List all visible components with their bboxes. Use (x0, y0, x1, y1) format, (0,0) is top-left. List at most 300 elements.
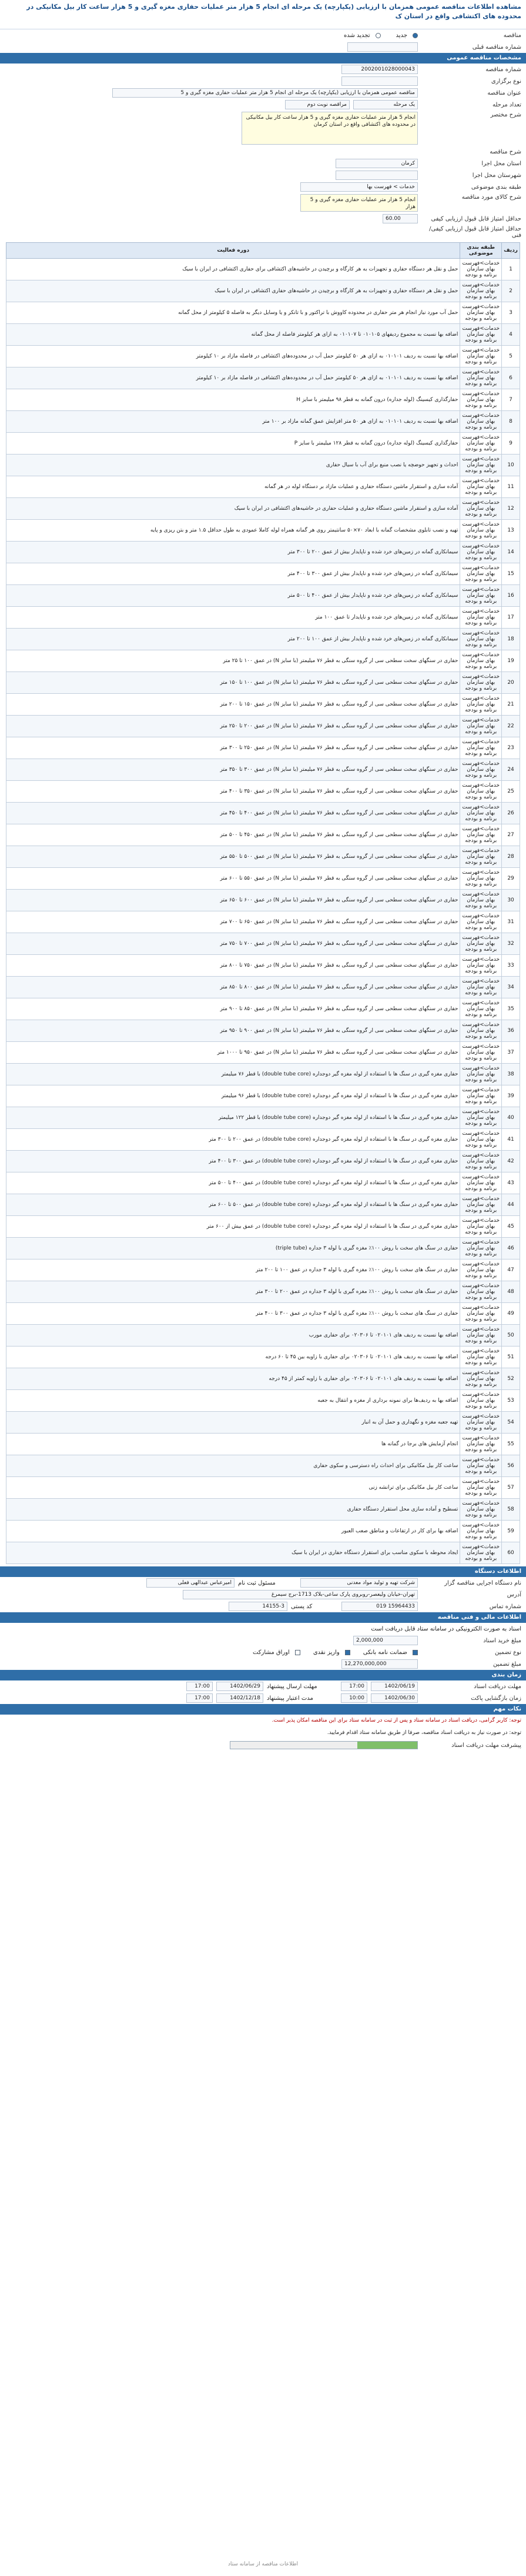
category-label: طبقه بندی موضوعی (471, 183, 521, 191)
addr-label: آدرس (507, 1591, 521, 1598)
row-number: 14 (502, 542, 520, 563)
province-label: استان محل اجرا (481, 160, 521, 167)
progress-row (0, 1739, 526, 1751)
row-category: خدمات>فهرست بهای سازمان برنامه و بودجه (460, 1477, 502, 1499)
row-number: 9 (502, 433, 520, 455)
receive-row (0, 1680, 526, 1692)
prev-tender-input[interactable] (347, 42, 418, 52)
desc-row (0, 111, 526, 146)
open-row (0, 1692, 526, 1704)
row-category: خدمات>فهرست بهای سازمان برنامه و بودجه (460, 650, 502, 672)
org-row (0, 1577, 526, 1589)
tender-info-section-header: اطلاعات مالی و فنی مناقصه (0, 1612, 526, 1623)
table-row (6, 367, 520, 389)
row-number: 37 (502, 1042, 520, 1064)
row-description: حفاری مغزه گیری در سنگ ها با استفاده از لوله مغزه گیر دوجداره (double tube core) با قطر ۱۲۲ میلیمتر (6, 1107, 460, 1129)
docs-note-row (0, 1623, 526, 1635)
row-category: خدمات>فهرست بهای سازمان برنامه و بودجه (460, 498, 502, 520)
row-number: 5 (502, 346, 520, 367)
row-number: 32 (502, 933, 520, 955)
row-category: خدمات>فهرست بهای سازمان برنامه و بودجه (460, 455, 502, 476)
items-table-header (6, 243, 520, 259)
progress-fill (357, 1742, 417, 1749)
row-description: حفاری در سنگهای سخت سطحی سی ار گروه سنگی به قطر ۷۶ میلیمتر (با سایز N) در عمق ۸۵۰ تا ۹۰۰ متر (6, 998, 460, 1020)
table-row (6, 520, 520, 542)
table-row (6, 933, 520, 955)
open-time-field[interactable]: 10:00 (341, 1693, 367, 1703)
row-category: خدمات>فهرست بهای سازمان برنامه و بودجه (460, 1151, 502, 1172)
fee-field[interactable]: 2,000,000 (353, 1636, 418, 1645)
tender-type-label: مناقصه (503, 32, 521, 39)
subject-field[interactable]: مناقصه عمومی همزمان با ارزیابی (یکپارچه) یک مرحله ای انجام 5 هزار متر عملیات حفاری مغزه گیری و 5 (112, 88, 418, 98)
phone-label: شماره تماس (489, 1603, 521, 1610)
row-description: اضافه بها نسبت به ردیف ۰۱۰۱۰۱ به ازای هر ۵۰ کیلومتر حمل آب در محدوده‌های اکتشافی در فاصله مازاد بر ۱۰ کیلومتر (6, 346, 460, 367)
row-category: خدمات>فهرست بهای سازمان برنامه و بودجه (460, 1085, 502, 1107)
table-row (6, 455, 520, 476)
tender-type-row (0, 29, 526, 41)
table-row (6, 824, 520, 846)
row-number: 36 (502, 1020, 520, 1042)
row-number: 42 (502, 1151, 520, 1172)
row-description: اضافه بها برای کار در ارتفاعات و مناطق صعب العبور (6, 1521, 460, 1542)
row-number: 46 (502, 1238, 520, 1259)
doc-row (0, 146, 526, 158)
resp-field[interactable]: امیرعباس عبدالهی فعلی (146, 1578, 234, 1588)
row-description: سیمانکاری گمانه در زمین‌های خرد شده و ناپایدار بیش از عمق ۳۰۰ تا ۴۰۰ متر (6, 563, 460, 585)
table-row (6, 389, 520, 411)
amount-row (0, 1658, 526, 1670)
table-row (6, 1412, 520, 1434)
table-row (6, 1347, 520, 1368)
row-number: 48 (502, 1281, 520, 1303)
type-renewed-radio[interactable] (376, 33, 381, 38)
open-date-field[interactable]: 1402/06/30 (371, 1693, 418, 1703)
row-category: خدمات>فهرست بهای سازمان برنامه و بودجه (460, 433, 502, 455)
row-description: اضافه بها نسبت به ردیف ۰۱۰۱۰۱ به ازای هر ۵۰ متر افزایش عمق گمانه مازاد بر ۱۰۰ متر (6, 411, 460, 433)
guarantee-bonds-label: اوراق مشارکت (252, 1649, 290, 1656)
table-row (6, 280, 520, 302)
row-category: خدمات>فهرست بهای سازمان برنامه و بودجه (460, 1238, 502, 1259)
city-field[interactable] (336, 171, 418, 180)
guarantee-bank-checkbox[interactable] (413, 1650, 418, 1655)
row-description: حمل و نقل هر دستگاه حفاری و تجهیزات به هر کارگاه و برچیدن در حاشیه‌های حفاری اکتشافی در ایران با سیک (6, 280, 460, 302)
row-description: حفاری در سنگ های سخت با روش ۱۰۰٪ مغزه گیری با لوله ۳ جداره در عمق ۲۰۰ تا ۳۰۰ متر (6, 1281, 460, 1303)
row-category: خدمات>فهرست بهای سازمان برنامه و بودجه (460, 542, 502, 563)
row-number: 2 (502, 280, 520, 302)
row-number: 22 (502, 716, 520, 737)
min-score-row (0, 213, 526, 225)
category-row (0, 181, 526, 193)
table-row (6, 302, 520, 324)
row-description: حفاری در سنگهای سخت سطحی سی ار گروه سنگی به قطر ۷۶ میلیمتر (با سایز N) در عمق ۳۰۰ تا ۳۵۰ متر (6, 759, 460, 781)
guarantee-bonds-checkbox[interactable] (295, 1650, 300, 1655)
amount-label: مبلغ تضمین (493, 1660, 521, 1668)
row-category: خدمات>فهرست بهای سازمان برنامه و بودجه (460, 1020, 502, 1042)
table-row (6, 585, 520, 607)
note-1: توجه: کاربر گرامی، دریافت اسناد در سامانه ستاد و پس از ثبت در سامانه ستاد برای این مناقصه امکان پذیر است. (272, 1718, 521, 1723)
row-number: 17 (502, 607, 520, 629)
row-category: خدمات>فهرست بهای سازمان برنامه و بودجه (460, 520, 502, 542)
row-description: حفاری مغزه گیری در سنگ ها با استفاده از لوله مغزه گیر دوجداره (double tube core) در عمق ۳۰۰ تا ۴۰۰ متر (6, 1151, 460, 1172)
row-description: ساعت کار بیل مکانیکی برای ترانشه زنی (6, 1477, 460, 1499)
table-row (6, 1542, 520, 1564)
row-description: حفاری در سنگهای سخت سطحی سی ار گروه سنگی به قطر ۷۶ میلیمتر (با سایز N) در عمق ۴۰۰ تا ۴۵۰ متر (6, 803, 460, 824)
row-number: 55 (502, 1434, 520, 1455)
row-description: ایجاد محوطه با سکوی مناسب برای استقرار دستگاه حفاری در ایران با سیک (6, 1542, 460, 1564)
row-description: حفاری در سنگ های سخت با روش ۱۰۰٪ مغزه گیری با لوله ۳ جداره در عمق ۳۰۰ تا ۴۰۰ متر (6, 1303, 460, 1325)
row-category: خدمات>فهرست بهای سازمان برنامه و بودجه (460, 1216, 502, 1238)
row-number: 15 (502, 563, 520, 585)
city-row (0, 169, 526, 181)
row-description: حفاری مغزه گیری در سنگ ها با استفاده از لوله مغزه گیر دوجداره (double tube core) در عمق ۴۰۰ تا ۵۰۰ متر (6, 1172, 460, 1194)
row-description: تهیه جعبه مغزه و نگهداری و حمل آن به انبار (6, 1412, 460, 1434)
row-category: خدمات>فهرست بهای سازمان برنامه و بودجه (460, 1368, 502, 1390)
stage2-field[interactable]: مراقصه نوبت دوم (285, 100, 350, 109)
row-description: حفاری در سنگ های سخت با روش ۱۰۰٪ مغزه گیری با لوله ۳ جداره (triple tube) (6, 1238, 460, 1259)
row-category: خدمات>فهرست بهای سازمان برنامه و بودجه (460, 1325, 502, 1347)
row-number: 44 (502, 1194, 520, 1216)
row-category: خدمات>فهرست بهای سازمان برنامه و بودجه (460, 1412, 502, 1434)
receive-date-field[interactable]: 1402/06/19 (371, 1682, 418, 1691)
table-row (6, 672, 520, 694)
desc-textarea[interactable]: انجام 5 هزار متر عملیات حفاری مغزه گیری و 5 هزار ساعت کار بیل مکانیکی در محدوده های اکتشافی واقع در استان کرمان (242, 112, 418, 145)
row-description: حفاری در سنگهای سخت سطحی سی ار گروه سنگی به قطر ۷۶ میلیمتر (با سایز N) در عمق ۳۵۰ تا ۴۰۰ متر (6, 781, 460, 803)
valid-time-field[interactable]: 17:00 (186, 1693, 213, 1703)
row-number: 52 (502, 1368, 520, 1390)
type-renewed-label: تجدید شده (343, 32, 370, 39)
row-category: خدمات>فهرست بهای سازمان برنامه و بودجه (460, 1194, 502, 1216)
min-score-field[interactable]: 60.00 (383, 214, 418, 223)
row-number: 23 (502, 737, 520, 759)
table-row (6, 259, 520, 280)
row-description: حفاری در سنگهای سخت سطحی سی ار گروه سنگی به قطر ۷۶ میلیمتر (با سایز N) در عمق ۱۰۰ تا ۱۵۰ متر (6, 672, 460, 694)
province-field[interactable]: کرمان (336, 159, 418, 168)
row-category: خدمات>فهرست بهای سازمان برنامه و بودجه (460, 868, 502, 890)
stage-label: تعداد مرحله (493, 101, 521, 108)
table-row (6, 977, 520, 998)
row-category: خدمات>فهرست بهای سازمان برنامه و بودجه (460, 933, 502, 955)
row-number: 28 (502, 846, 520, 868)
row-description: اضافه بها نسبت به مجموع ردیفهای ۰۱۰۱۰۵ تا ۰۱۰۱۰۷ به ازای هر کیلومتر فاصله از محل گمانه (6, 324, 460, 346)
tender-type2-field[interactable] (341, 76, 418, 86)
row-description: آماده سازی و استقرار ماشین دستگاه حفاری و عملیات مازاد بر دستگاه لوله در هر گمانه (6, 476, 460, 498)
desc-label: شرح مختصر (490, 112, 521, 118)
row-description: حفاری در سنگهای سخت سطحی سی ار گروه سنگی به قطر ۷۶ میلیمتر (با سایز N) در عمق ۶۵۰ تا ۷۰۰ متر (6, 911, 460, 933)
table-row (6, 737, 520, 759)
row-description: آماده سازی و استقرار ماشین دستگاه حفاری و عملیات حفاری در حاشیه‌های اکتشافی در ایران با سیک (6, 498, 460, 520)
row-description: سیمانکاری گمانه در زمین‌های خرد شده و ناپایدار بیش از عمق ۱۰۰ تا ۲۰۰ متر (6, 629, 460, 650)
table-row (6, 1521, 520, 1542)
progress-label: پیشرفت مهلت دریافت اسناد (451, 1742, 521, 1749)
row-category: خدمات>فهرست بهای سازمان برنامه و بودجه (460, 737, 502, 759)
row-category: خدمات>فهرست بهای سازمان برنامه و بودجه (460, 846, 502, 868)
table-row (6, 542, 520, 563)
row-number: 16 (502, 585, 520, 607)
min-score-label: حداقل امتیاز قابل قبول ارزیابی کیفی (431, 215, 521, 222)
table-row (6, 1434, 520, 1455)
row-category: خدمات>فهرست بهای سازمان برنامه و بودجه (460, 824, 502, 846)
row-description: اضافه بها نسبت به ردیف های ۰۲۰۱۰۱ تا ۰۲۰۳۰۶ برای حفاری مورب (6, 1325, 460, 1347)
row-number: 18 (502, 629, 520, 650)
table-row (6, 1455, 520, 1477)
table-row (6, 1129, 520, 1151)
row-description: سیمانکاری گمانه در زمین‌های خرد شده و ناپایدار بیش از عمق ۴۰۰ تا ۵۰۰ متر (6, 585, 460, 607)
table-row (6, 759, 520, 781)
row-number: 4 (502, 324, 520, 346)
row-number: 8 (502, 411, 520, 433)
table-row (6, 890, 520, 911)
guarantee-bank-label: ضمانت نامه بانکی (363, 1649, 407, 1656)
valid-date-field[interactable]: 1402/12/18 (216, 1693, 263, 1703)
row-category: خدمات>فهرست بهای سازمان برنامه و بودجه (460, 1172, 502, 1194)
table-row (6, 1477, 520, 1499)
table-row (6, 955, 520, 977)
row-category: خدمات>فهرست بهای سازمان برنامه و بودجه (460, 1064, 502, 1085)
table-row (6, 1281, 520, 1303)
row-number: 45 (502, 1216, 520, 1238)
row-number: 12 (502, 498, 520, 520)
col-header-no: ردیف (502, 243, 520, 259)
row-category: خدمات>فهرست بهای سازمان برنامه و بودجه (460, 1042, 502, 1064)
method-label: شرح کالای مورد مناقصه (461, 194, 521, 201)
min-score2-row (0, 225, 526, 240)
tender-type2-row (0, 75, 526, 87)
row-description: حفاری در سنگهای سخت سطحی سی ار گروه سنگی به قطر ۷۶ میلیمتر (با سایز N) در عمق ۱۵۰ تا ۲۰۰ متر (6, 694, 460, 716)
row-description: حفاری در سنگهای سخت سطحی سی ار گروه سنگی به قطر ۷۶ میلیمتر (با سایز N) در عمق ۲۵۰ تا ۳۰۰ متر (6, 737, 460, 759)
row-number: 33 (502, 955, 520, 977)
table-row (6, 846, 520, 868)
row-number: 21 (502, 694, 520, 716)
row-number: 25 (502, 781, 520, 803)
progress-bar (230, 1741, 418, 1749)
subject-row (0, 87, 526, 99)
doc-label: شرح مناقصه (490, 148, 521, 155)
type-new-radio[interactable] (413, 33, 418, 38)
open-label: زمان بازگشایی پاکت (471, 1695, 521, 1702)
table-row (6, 1085, 520, 1107)
row-number: 60 (502, 1542, 520, 1564)
row-description: حفاری در سنگ های سخت با روش ۱۰۰٪ مغزه گیری با لوله ۳ جداره در عمق ۱۰۰ تا ۲۰۰ متر (6, 1259, 460, 1281)
fee-label: مبلغ خرید اسناد (483, 1637, 521, 1644)
table-row (6, 716, 520, 737)
row-number: 31 (502, 911, 520, 933)
min-score2-label: حداقل امتیاز قابل قبول ارزیابی کیفی/فنی (429, 226, 521, 239)
row-number: 43 (502, 1172, 520, 1194)
row-description: حفاری در سنگهای سخت سطحی سی ار گروه سنگی به قطر ۷۶ میلیمتر (با سایز N) در عمق ۷۰۰ تا ۷۵۰ متر (6, 933, 460, 955)
row-description: تهیه و نصب تابلوی مشخصات گمانه با ابعاد ۷۰×۵۰ سانتیمتر روی هر گمانه همراه لوله کاملا عمودی به طول حداقل ۱.۵ متر و بتن ریزی و پایه (6, 520, 460, 542)
table-row (6, 1172, 520, 1194)
type-new-label: جدید (396, 32, 407, 39)
row-description: حفاری در سنگهای سخت سطحی سی ار گروه سنگی به قطر ۷۶ میلیمتر (با سایز N) در عمق ۷۵۰ تا ۸۰۰ متر (6, 955, 460, 977)
row-number: 41 (502, 1129, 520, 1151)
row-description: حفارگذاری کیسینگ (لوله جداره) درون گمانه به قطر ۹۸ میلیمتر با سایز H (6, 389, 460, 411)
row-category: خدمات>فهرست بهای سازمان برنامه و بودجه (460, 1521, 502, 1542)
row-number: 53 (502, 1390, 520, 1412)
table-row (6, 998, 520, 1020)
row-category: خدمات>فهرست بهای سازمان برنامه و بودجه (460, 1347, 502, 1368)
row-category: خدمات>فهرست بهای سازمان برنامه و بودجه (460, 389, 502, 411)
row-description: سیمانکاری گمانه در زمین‌های خرد شده و ناپایدار بیش از عمق ۲۰۰ تا ۳۰۰ متر (6, 542, 460, 563)
table-row (6, 346, 520, 367)
row-category: خدمات>فهرست بهای سازمان برنامه و بودجه (460, 1455, 502, 1477)
row-category: خدمات>فهرست بهای سازمان برنامه و بودجه (460, 1281, 502, 1303)
method-row (0, 193, 526, 213)
tender-no-field[interactable]: 2002001028000043 (341, 65, 418, 74)
items-table-body (6, 259, 520, 1564)
subject-label: عنوان مناقصه (487, 89, 521, 96)
resp-label: مسئول ثبت نام (238, 1579, 276, 1586)
fee-row (0, 1635, 526, 1646)
row-number: 6 (502, 367, 520, 389)
table-row (6, 1368, 520, 1390)
row-category: خدمات>فهرست بهای سازمان برنامه و بودجه (460, 1259, 502, 1281)
row-category: خدمات>فهرست بهای سازمان برنامه و بودجه (460, 259, 502, 280)
row-description: ساعت کار بیل مکانیکی برای احداث راه دسترسی و سکوی حفاری (6, 1455, 460, 1477)
table-row (6, 1390, 520, 1412)
table-row (6, 911, 520, 933)
row-category: خدمات>فهرست بهای سازمان برنامه و بودجه (460, 759, 502, 781)
row-category: خدمات>فهرست بهای سازمان برنامه و بودجه (460, 977, 502, 998)
row-category: خدمات>فهرست بهای سازمان برنامه و بودجه (460, 1303, 502, 1325)
phone-field[interactable]: 15964433 019 (341, 1602, 418, 1611)
row-category: خدمات>فهرست بهای سازمان برنامه و بودجه (460, 629, 502, 650)
footer: اطلاعات مناقصه از سامانه ستاد (227, 2561, 299, 2567)
table-row (6, 803, 520, 824)
row-category: خدمات>فهرست بهای سازمان برنامه و بودجه (460, 411, 502, 433)
table-row (6, 1303, 520, 1325)
dates-section-header: زمان بندی (0, 1670, 526, 1680)
row-number: 3 (502, 302, 520, 324)
row-category: خدمات>فهرست بهای سازمان برنامه و بودجه (460, 1542, 502, 1564)
org-field[interactable]: شرکت تهیه و تولید مواد معدنی (300, 1578, 418, 1588)
row-description: اضافه بها نسبت به ردیف های ۰۲۰۱۰۱ تا ۰۲۰۳۰۶ برای حفاری با زاویه کمتر از ۴۵ درجه (6, 1368, 460, 1390)
table-row (6, 1151, 520, 1172)
row-description: حمل آب مورد نیاز انجام هر متر حفاری در محدوده کاووش با تراکتور و با تانکر و یا وسایل دیگر به فاصله ۵ کیلومتر از محل گمانه (6, 302, 460, 324)
row-category: خدمات>فهرست بهای سازمان برنامه و بودجه (460, 1129, 502, 1151)
row-description: حفاری در سنگهای سخت سطحی سی ار گروه سنگی به قطر ۷۶ میلیمتر (با سایز N) در عمق ۸۰۰ تا ۸۵۰ متر (6, 977, 460, 998)
row-number: 40 (502, 1107, 520, 1129)
table-row (6, 781, 520, 803)
deadline-date-field[interactable]: 1402/06/29 (216, 1682, 263, 1691)
row-description: احداث و تجهیز حوضچه یا نصب منبع برای آب با سیال حفاری (6, 455, 460, 476)
city-label: شهرستان محل اجرا (472, 172, 521, 179)
row-description: حمل و نقل هر دستگاه حفاری و تجهیزات به هر کارگاه و برچیدن در حاشیه‌های اکتشافی برای حفاری اکتشافی در ایران با سیک (6, 259, 460, 280)
page-title: مشاهده اطلاعات مناقصه عمومی همزمان با ارزیابی (یکپارچه) یک مرحله ای انجام 5 هزار متر عملیات حفاری مغزه گیری و 5 هزار ساعت کار بیل مکانیکی در محدوده های اکتشافی واقع در استان ک (26, 3, 521, 20)
table-row (6, 1064, 520, 1085)
row-number: 11 (502, 476, 520, 498)
row-category: خدمات>فهرست بهای سازمان برنامه و بودجه (460, 367, 502, 389)
table-row (6, 324, 520, 346)
tender-no-label: شماره مناقصه (485, 66, 521, 73)
prev-tender-row (0, 41, 526, 53)
amount-field[interactable]: 12,270,000,000 (341, 1659, 418, 1669)
row-number: 34 (502, 977, 520, 998)
row-category: خدمات>فهرست بهای سازمان برنامه و بودجه (460, 302, 502, 324)
row-number: 39 (502, 1085, 520, 1107)
row-number: 59 (502, 1521, 520, 1542)
row-number: 47 (502, 1259, 520, 1281)
table-row (6, 650, 520, 672)
category-field[interactable]: خدمات > فهرست بها (300, 182, 418, 192)
phone-row (0, 1601, 526, 1612)
stage-field[interactable]: یک مرحله (353, 100, 418, 109)
table-row (6, 1325, 520, 1347)
row-number: 27 (502, 824, 520, 846)
row-number: 26 (502, 803, 520, 824)
row-number: 57 (502, 1477, 520, 1499)
row-description: اضافه بها نسبت به ردیف های ۰۲۰۱۰۱ تا ۰۲۰۳۰۶ برای حفاری با زاویه بین ۴۵ تا ۶۰ درجه (6, 1347, 460, 1368)
table-row (6, 1499, 520, 1521)
row-description: حفاری در سنگهای سخت سطحی سی ار گروه سنگی به قطر ۷۶ میلیمتر (با سایز N) در عمق ۹۵۰ تا ۱۰۰۰ متر (6, 1042, 460, 1064)
row-number: 20 (502, 672, 520, 694)
tender-no-row (0, 64, 526, 75)
row-number: 24 (502, 759, 520, 781)
row-category: خدمات>فهرست بهای سازمان برنامه و بودجه (460, 324, 502, 346)
row-number: 38 (502, 1064, 520, 1085)
row-category: خدمات>فهرست بهای سازمان برنامه و بودجه (460, 1107, 502, 1129)
row-description: حفاری در سنگهای سخت سطحی سی ار گروه سنگی به قطر ۷۶ میلیمتر (با سایز N) در عمق ۵۵۰ تا ۶۰۰ متر (6, 868, 460, 890)
deadline-time-field[interactable]: 17:00 (186, 1682, 213, 1691)
row-category: خدمات>فهرست بهای سازمان برنامه و بودجه (460, 911, 502, 933)
row-number: 56 (502, 1455, 520, 1477)
items-table (6, 242, 520, 1564)
note-2: توجه: در صورت نیاز به دریافت اسناد مناقصه، صرفا از طریق سامانه ستاد اقدام فرمایید. (327, 1730, 521, 1736)
table-row (6, 476, 520, 498)
row-description: حفاری مغزه گیری در سنگ ها با استفاده از لوله مغزه گیر دوجداره (double tube core) با قطر ۹۶ میلیمتر (6, 1085, 460, 1107)
row-number: 51 (502, 1347, 520, 1368)
row-description: حفاری در سنگهای سخت سطحی سی ار گروه سنگی به قطر ۷۶ میلیمتر (با سایز N) در عمق ۲۰۰ تا ۲۵۰ متر (6, 716, 460, 737)
guarantee-cash-checkbox[interactable] (345, 1650, 350, 1655)
row-category: خدمات>فهرست بهای سازمان برنامه و بودجه (460, 716, 502, 737)
table-row (6, 1107, 520, 1129)
row-number: 50 (502, 1325, 520, 1347)
row-description: حفاری در سنگهای سخت سطحی سی ار گروه سنگی به قطر ۷۶ میلیمتر (با سایز N) در عمق ۵۰۰ تا ۵۵۰ متر (6, 846, 460, 868)
method-textarea[interactable]: انجام 5 هزار متر عملیات حفاری مغزه گیری و 5 هزار (300, 194, 418, 212)
row-number: 35 (502, 998, 520, 1020)
tender-type2-label: نوع برگزاری (491, 78, 521, 85)
row-category: خدمات>فهرست بهای سازمان برنامه و بودجه (460, 672, 502, 694)
row-number: 19 (502, 650, 520, 672)
addr-row (0, 1589, 526, 1601)
row-description: حفاری مغزه گیری در سنگ ها با استفاده از لوله مغزه گیر دوجداره (double tube core) در عمق ۵۰۰ تا ۶۰۰ متر (6, 1194, 460, 1216)
row-category: خدمات>فهرست بهای سازمان برنامه و بودجه (460, 694, 502, 716)
table-row (6, 411, 520, 433)
prev-tender-label: شماره مناقصه قبلی (472, 44, 521, 51)
row-number: 58 (502, 1499, 520, 1521)
valid-label: مدت اعتبار پیشنهاد (267, 1695, 313, 1702)
table-row (6, 607, 520, 629)
receive-time-field[interactable]: 17:00 (341, 1682, 367, 1691)
row-category: خدمات>فهرست بهای سازمان برنامه و بودجه (460, 803, 502, 824)
addr-field[interactable]: تهران-خیابان ولیعصر-روبروی پارک ساعی-بلاک 1713-برج سیمرغ (183, 1590, 418, 1599)
row-description: اضافه بها به ردیف‌ها برای نمونه برداری از مغزه و انتقال به جعبه (6, 1390, 460, 1412)
row-description: حفاری مغزه گیری در سنگ ها با استفاده از لوله مغزه گیر دوجداره (double tube core) با قطر ۷۶ میلیمتر (6, 1064, 460, 1085)
row-description: حفارگذاری کیسینگ (لوله جداره) درون گمانه به قطر ۱۲۸ میلیمتر با سایز P (6, 433, 460, 455)
row-category: خدمات>فهرست بهای سازمان برنامه و بودجه (460, 781, 502, 803)
row-category: خدمات>فهرست بهای سازمان برنامه و بودجه (460, 1499, 502, 1521)
postal-field[interactable]: 14155-3 (229, 1602, 287, 1611)
row-description: حفاری در سنگهای سخت سطحی سی ار گروه سنگی به قطر ۷۶ میلیمتر (با سایز N) در عمق ۶۰۰ تا ۶۵۰ متر (6, 890, 460, 911)
row-category: خدمات>فهرست بهای سازمان برنامه و بودجه (460, 955, 502, 977)
table-row (6, 1042, 520, 1064)
row-category: خدمات>فهرست بهای سازمان برنامه و بودجه (460, 1434, 502, 1455)
province-row (0, 158, 526, 169)
table-row (6, 1194, 520, 1216)
row-description: انجام آزمایش های برجا در گمانه ها (6, 1434, 460, 1455)
col-header-desc: دوره فعالیت (6, 243, 460, 259)
row-description: تسطیح و آماده سازی محل استقرار دستگاه حفاری (6, 1499, 460, 1521)
row-category: خدمات>فهرست بهای سازمان برنامه و بودجه (460, 890, 502, 911)
